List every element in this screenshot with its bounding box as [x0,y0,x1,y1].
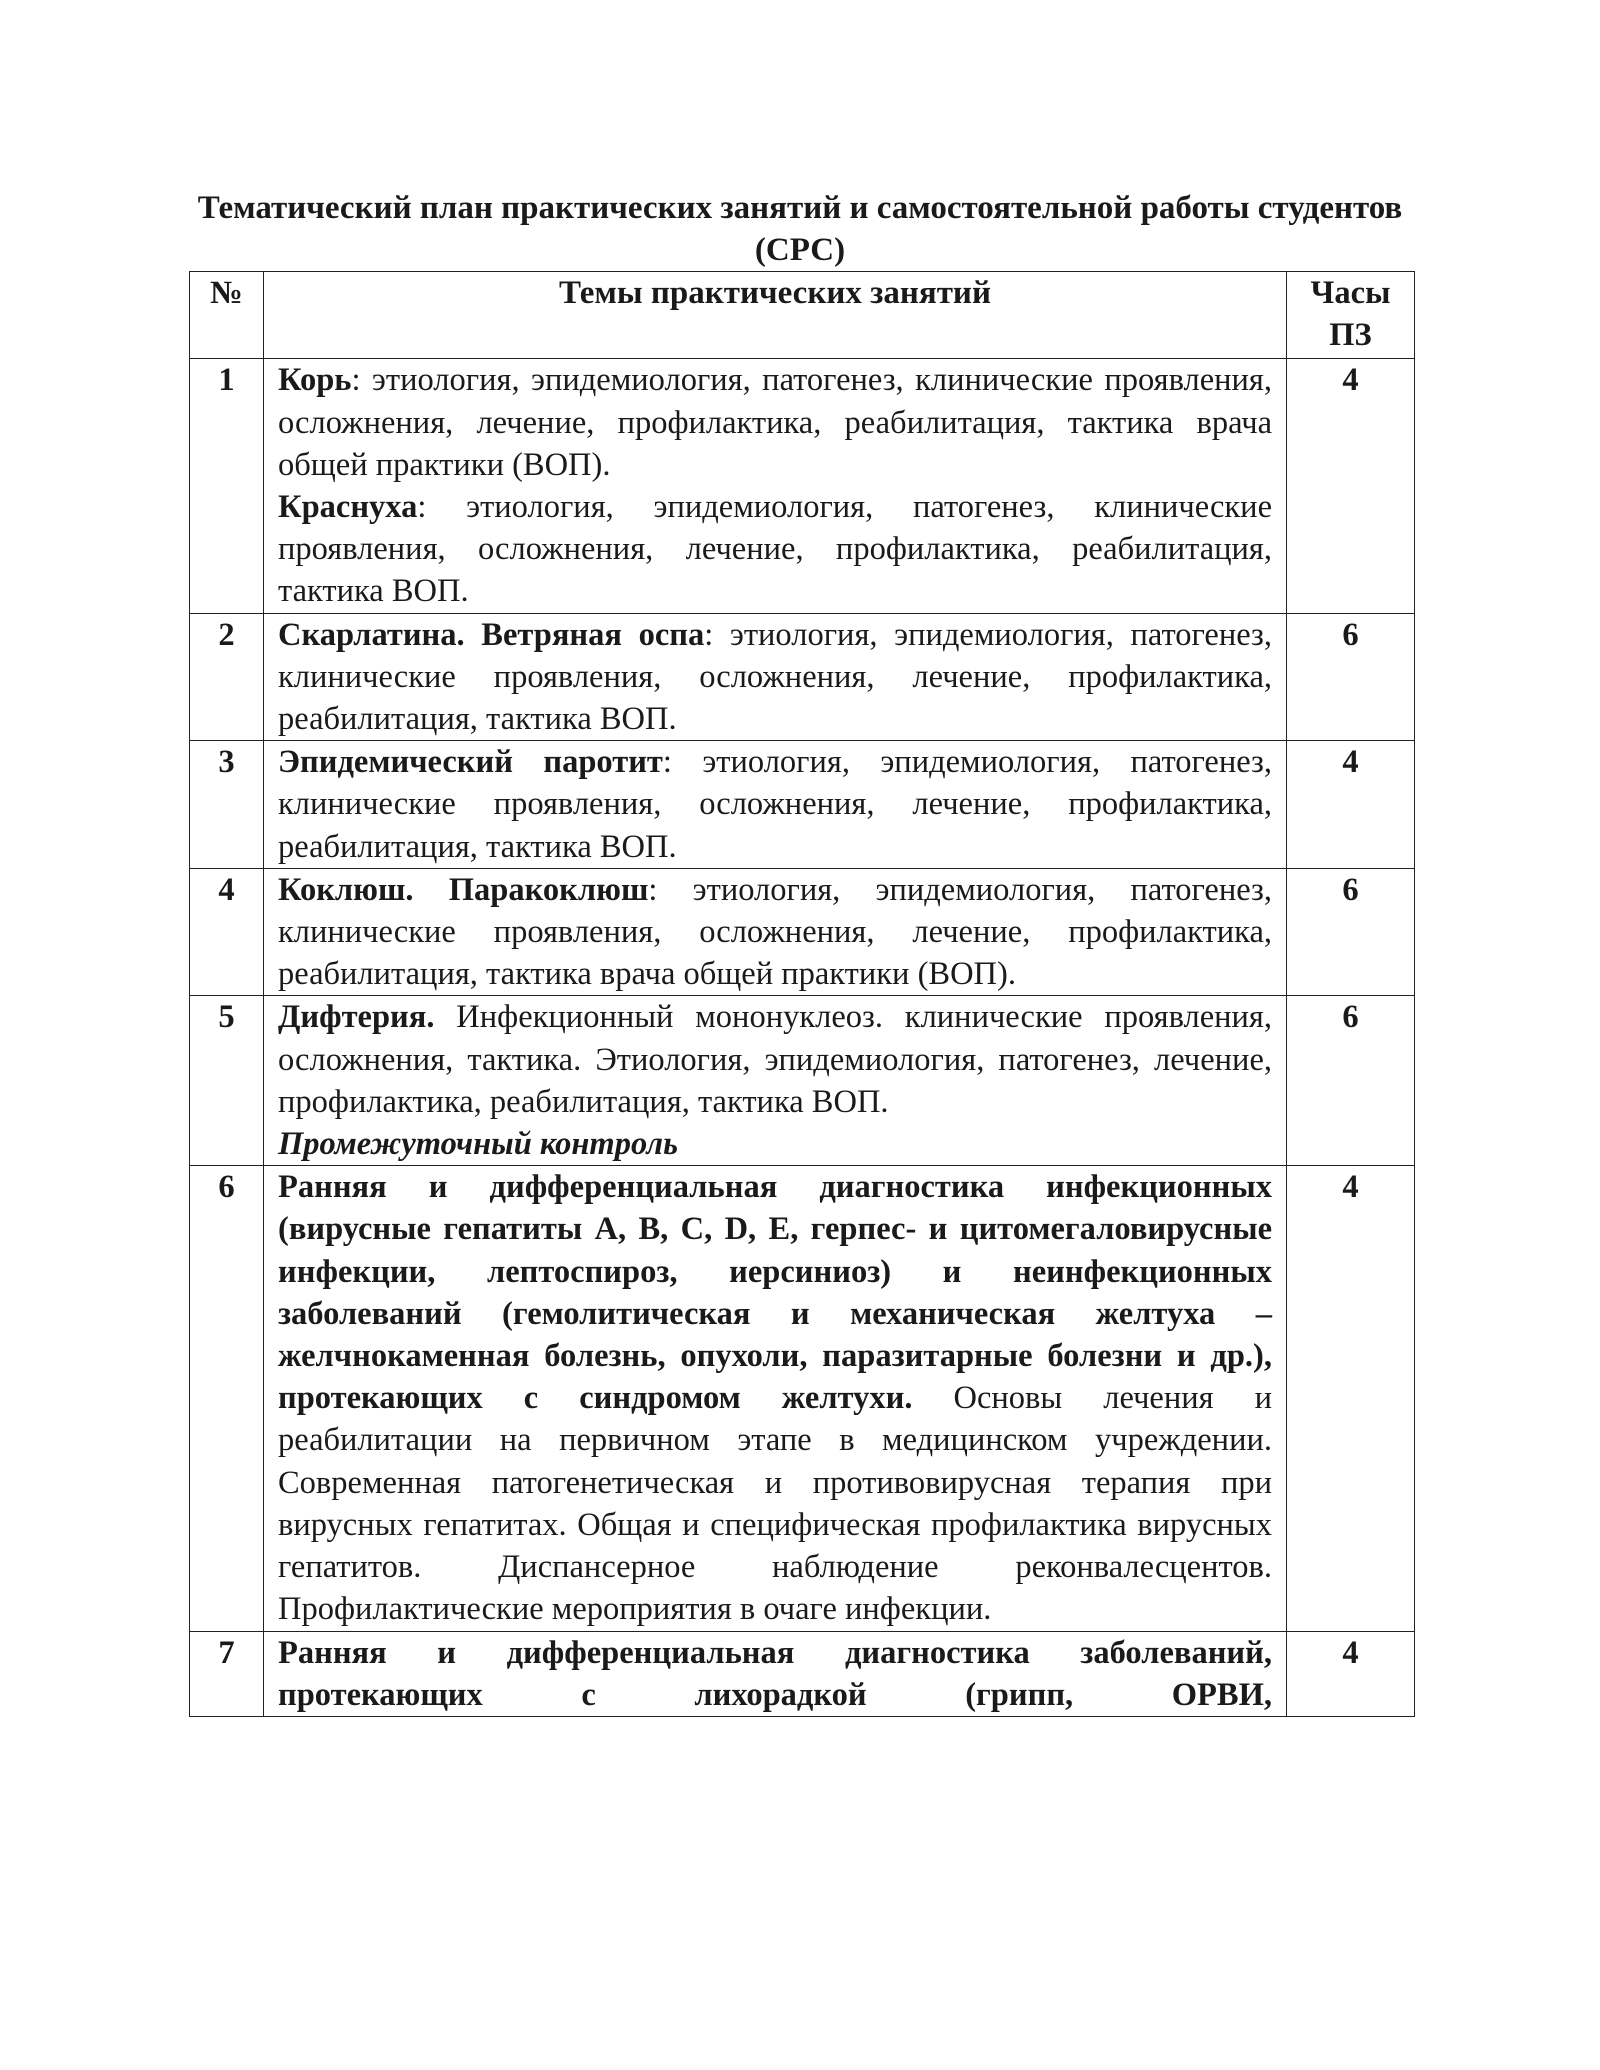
document-title: Тематический план практических занятий и самостоятельной работы студентов (СРС) [197,190,1403,268]
header-number: № [190,272,264,359]
disease-name: Краснуха [278,489,418,526]
topic-text: : этиология, эпидемиология, патогенез, клинические проявления, осложнения, лечение, профилактика, реабилитация, тактика ВОП. [278,489,1272,610]
row-hours: 4 [1287,741,1415,869]
row-number: 5 [190,996,264,1166]
disease-name: Дифтерия. [278,999,435,1036]
header-topics: Темы практических занятий [264,272,1287,359]
row-topic [264,1166,1287,1631]
disease-name: Ранняя и дифференциальная диагностика инфекционных (вирусные гепатиты A, B, C, D, E, герпес- и цитомегаловирусные инфекции, лептоспироз, иерсиниоз) и неинфекционных заболеваний (гемолитическая и механическая желтуха – желчнокаменная болезнь, опухоли, паразитарные болезни и др.), протекающих с синдромом желтухи. [278,1169,1272,1417]
topic-paragraph [278,996,1272,1123]
table-row [190,613,1415,741]
topic-text: : этиология, эпидемиология, патогенез, клинические проявления, осложнения, лечение, профилактика, реабилитация, тактика ВОП. [278,616,1273,738]
table-row [190,1166,1415,1631]
thematic-plan-table [189,271,1415,1717]
row-number: 1 [190,359,264,613]
row-hours: 6 [1287,996,1415,1166]
disease-name: Эпидемический паротит [278,744,663,781]
topic-paragraph [278,486,1272,613]
row-number: 4 [190,868,264,996]
row-number: 6 [190,1166,264,1631]
row-hours: 4 [1287,359,1415,613]
table-row [190,741,1415,869]
table-row [190,868,1415,996]
row-topic [264,1631,1287,1716]
row-topic [264,359,1287,613]
topic-text: Основы лечения и реабилитации на первичном этапе в медицинском учреждении. Современная патогенетическая и противовирусная терапия при вирусных гепатитах. Общая и специфическая профилактика вирусных гепатитов. Диспансерное наблюдение реконвалесцентов. Профилактические мероприятия в очаге инфекции. [278,1380,1272,1628]
row-topic [264,868,1287,996]
row-number: 2 [190,613,264,741]
row-topic [264,996,1287,1166]
row-hours: 6 [1287,613,1415,741]
header-hours: Часы ПЗ [1287,272,1415,359]
disease-name: Скарлатина. Ветряная оспа [278,616,705,653]
topic-paragraph [278,1632,1272,1716]
topic-paragraph [278,1166,1272,1630]
topic-text: : этиология, эпидемиология, патогенез, клинические проявления, осложнения, лечение, профилактика, реабилитация, тактика ВОП. [278,744,1272,865]
topic-paragraph [278,614,1272,741]
disease-name: Ранняя и дифференциальная диагностика заболеваний, протекающих с лихорадкой (грипп, ОРВИ, [278,1634,1272,1713]
row-hours: 4 [1287,1166,1415,1631]
topic-text: : этиология, эпидемиология, патогенез, клинические проявления, осложнения, лечение, профилактика, реабилитация, тактика врача общей практики (ВОП). [278,362,1272,483]
topic-text: Инфекционный мононуклеоз. клинические проявления, осложнения, тактика. Этиология, эпидемиология, патогенез, лечение, профилактика, реабилитация, тактика ВОП. [278,999,1272,1120]
topic-paragraph [278,741,1272,868]
intermediate-control: Промежуточный контроль [278,1126,678,1163]
table-header-row [190,272,1415,359]
row-topic [264,741,1287,869]
row-topic [264,613,1287,741]
topic-paragraph [278,359,1272,486]
row-hours: 4 [1287,1631,1415,1716]
table-row [190,996,1415,1166]
table-row [190,1631,1415,1716]
control-note [278,1123,1272,1165]
disease-name: Коклюш. Паракоклюш [278,871,649,908]
topic-paragraph [278,869,1272,996]
row-number: 7 [190,1631,264,1716]
topic-text: : этиология, эпидемиология, патогенез, клинические проявления, осложнения, лечение, профилактика, реабилитация, тактика врача общей практики (ВОП). [278,871,1272,993]
disease-name: Корь [278,362,352,399]
row-hours: 6 [1287,868,1415,996]
table-row [190,359,1415,613]
row-number: 3 [190,741,264,869]
